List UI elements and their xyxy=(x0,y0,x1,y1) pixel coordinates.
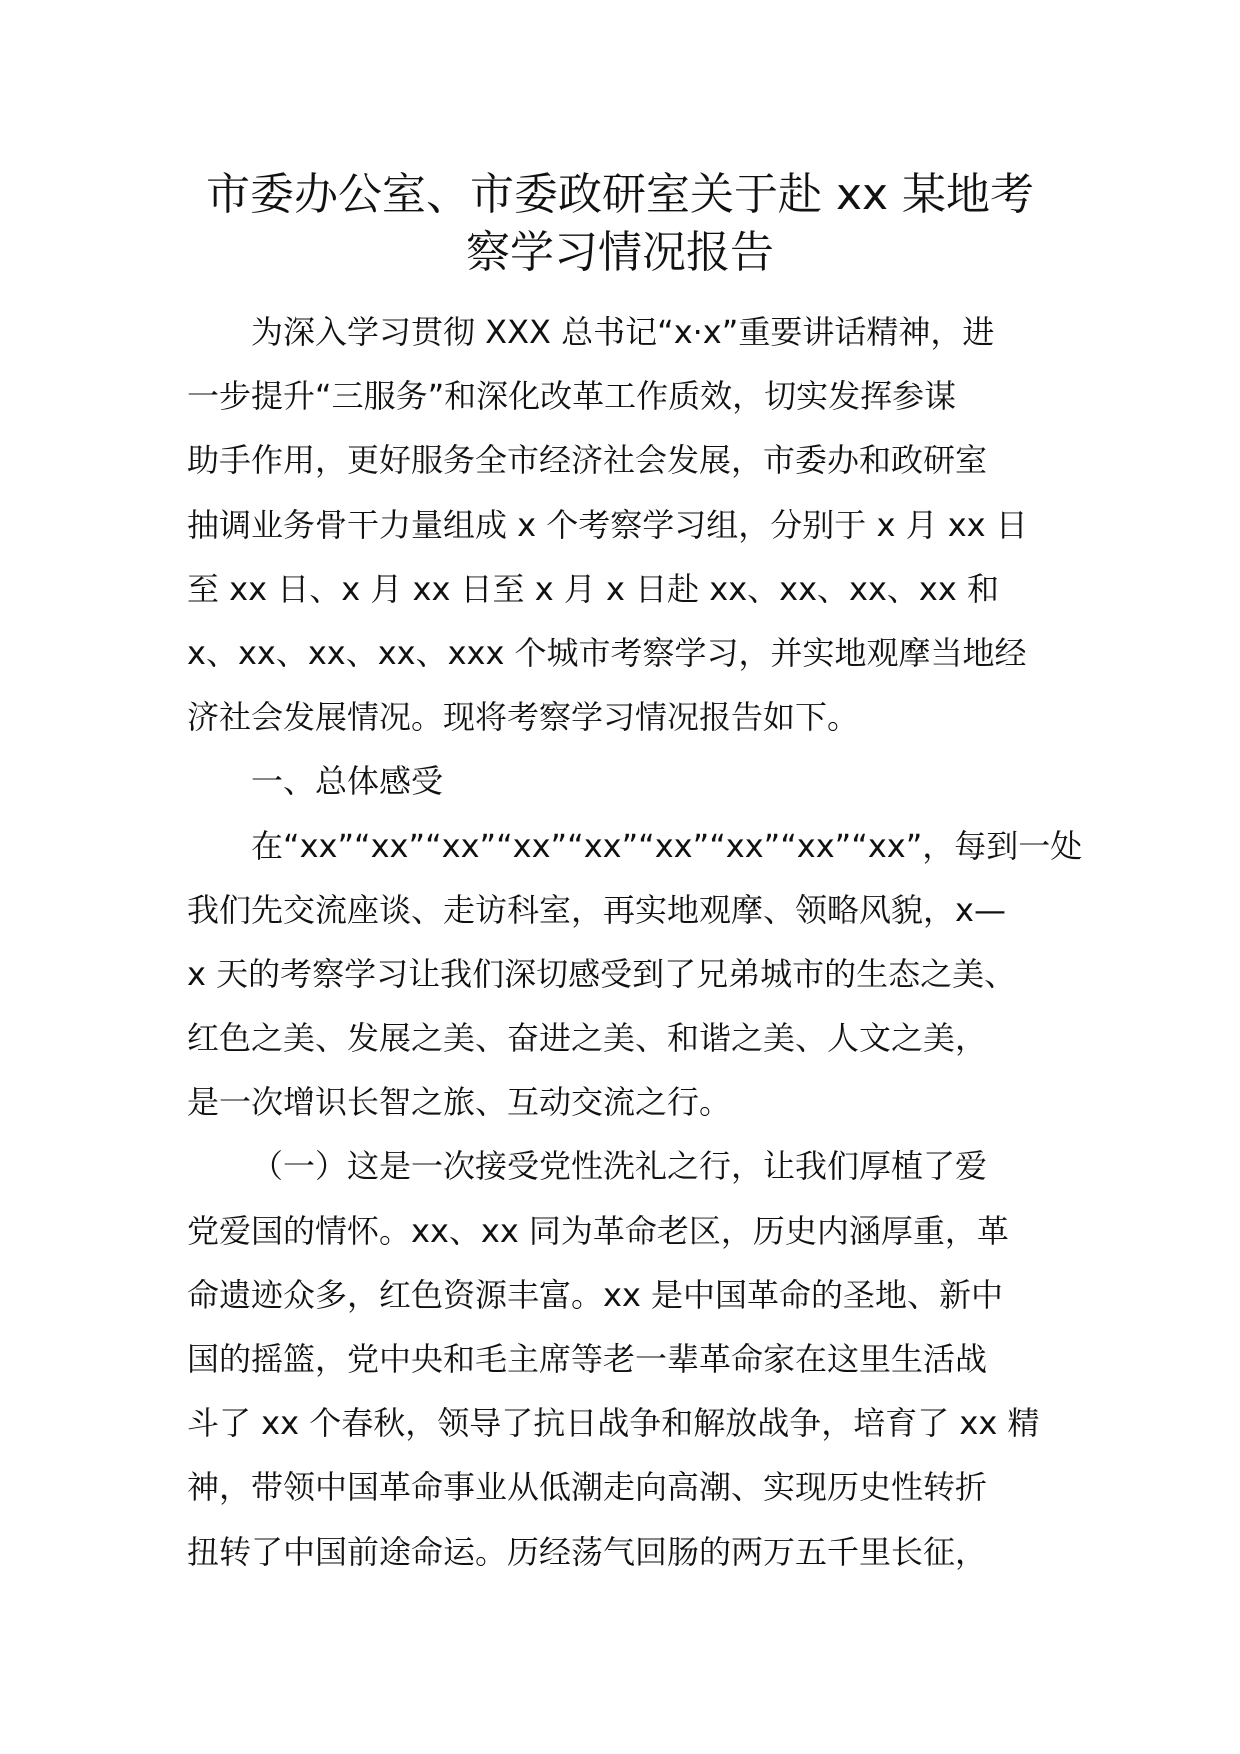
title-line-2: 察学习情况报告 xyxy=(466,227,774,278)
text-line: 国的摇篮，党中央和毛主席等老一辈革命家在这里生活战 xyxy=(187,1340,988,1378)
title-line-1: 市委办公室、市委政研室关于赴 xx 某地考 xyxy=(205,169,1035,220)
text-line: 命遗迹众多，红色资源丰富。xx 是中国革命的圣地、新中 xyxy=(187,1275,1004,1314)
text-line: 神，带领中国革命事业从低潮走向高潮、实现历史性转折 xyxy=(187,1468,988,1507)
text-line: 扭转了中国前途命运。历经荡气回肠的两万五千里长征， xyxy=(187,1532,988,1571)
text-line: 抽调业务骨干力量组成 x 个考察学习组，分别于 x 月 xx 日 xyxy=(187,505,1028,544)
paragraph-overall-feeling xyxy=(187,814,1083,1135)
heading-text: 一、总体感受 xyxy=(251,762,444,801)
text-line: x、xx、xx、xx、xxx 个城市考察学习，并实地观摩当地经 xyxy=(187,633,1027,672)
text-line: 一步提升“三服务”和深化改革工作质效，切实发挥参谋 xyxy=(187,377,957,416)
text-line: 是一次增识长智之旅、互动交流之行。 xyxy=(187,1083,732,1122)
paragraph-intro xyxy=(187,300,1067,749)
text-line: 济社会发展情况。现将考察学习情况报告如下。 xyxy=(187,698,860,737)
section-heading xyxy=(187,749,1067,813)
document-body xyxy=(187,300,1083,1584)
document-title xyxy=(185,166,1055,282)
text-line: 为深入学习贯彻 XXX 总书记“x·x”重要讲话精神，进 xyxy=(251,313,995,351)
text-line: x 天的考察学习让我们深切感受到了兄弟城市的生态之美、 xyxy=(187,954,1017,993)
text-line: 我们先交流座谈、走访科室，再实地观摩、领略风貌，x— xyxy=(187,890,1006,929)
text-line: 至 xx 日、x 月 xx 日至 x 月 x 日赴 xx、xx、xx、xx 和 xyxy=(187,569,999,608)
text-line: 红色之美、发展之美、奋进之美、和谐之美、人文之美， xyxy=(187,1019,988,1058)
text-line: 党爱国的情怀。xx、xx 同为革命老区，历史内涵厚重，革 xyxy=(187,1211,1009,1250)
text-line: （一）这是一次接受党性洗礼之行，让我们厚植了爱 xyxy=(251,1147,988,1186)
text-line: 斗了 xx 个春秋，领导了抗日战争和解放战争，培育了 xx 精 xyxy=(187,1404,1040,1443)
text-line: 助手作用，更好服务全市经济社会发展，市委办和政研室 xyxy=(187,441,988,480)
paragraph-subsection-1 xyxy=(187,1134,1067,1583)
text-line: 在“xx”“xx”“xx”“xx”“xx”“xx”“xx”“xx”“xx”，每到一处 xyxy=(251,826,1083,865)
